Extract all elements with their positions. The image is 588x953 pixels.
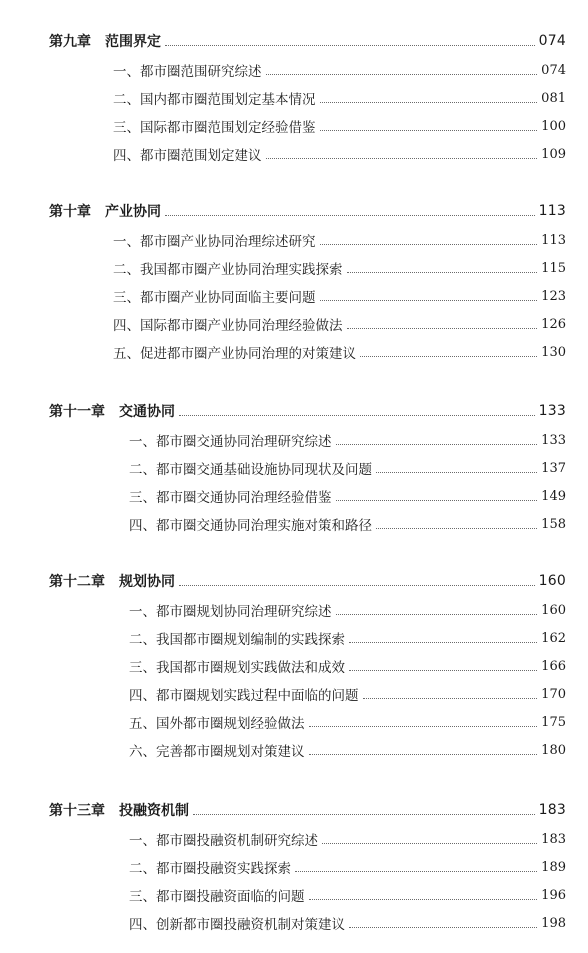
dot-leader: [336, 444, 538, 445]
dot-leader: [376, 472, 537, 473]
section-page-number: 180: [541, 742, 566, 758]
chapter-number: 第十二章: [49, 574, 105, 590]
section-page-number: 170: [541, 686, 566, 702]
section-title: 二、我国都市圈规划编制的实践探索: [129, 632, 345, 648]
section-page-number: 196: [541, 887, 566, 903]
section-page-number: 100: [541, 118, 566, 134]
section-page-number: 137: [541, 460, 566, 476]
section-page-number: 149: [541, 488, 566, 504]
section-title: 三、都市圈交通协同治理经验借鉴: [129, 490, 332, 506]
toc-chapter-10: [0, 196, 588, 366]
dot-leader: [349, 927, 537, 928]
dot-leader: [193, 814, 535, 815]
dot-leader: [349, 642, 537, 643]
section-title: 二、国内都市圈范围划定基本情况: [113, 92, 316, 108]
chapter-number: 第十一章: [49, 404, 105, 420]
chapter-title: 投融资机制: [119, 803, 189, 819]
section-entry[interactable]: [0, 624, 588, 652]
section-entry[interactable]: [0, 226, 588, 254]
section-title: 四、都市圈范围划定建议: [113, 148, 262, 164]
dot-leader: [320, 102, 538, 103]
section-page-number: 115: [541, 260, 566, 276]
dot-leader: [360, 356, 537, 357]
section-page-number: 113: [541, 232, 566, 248]
section-page-number: 158: [541, 516, 566, 532]
dot-leader: [347, 272, 538, 273]
dot-leader: [165, 45, 535, 46]
section-entry[interactable]: [0, 881, 588, 909]
section-entry[interactable]: [0, 454, 588, 482]
section-title: 二、我国都市圈产业协同治理实践探索: [113, 262, 343, 278]
section-entry[interactable]: [0, 909, 588, 937]
section-title: 一、都市圈规划协同治理研究综述: [129, 604, 332, 620]
section-title: 一、都市圈投融资机制研究综述: [129, 833, 318, 849]
chapter-number: 第九章: [49, 34, 91, 50]
section-title: 一、都市圈范围研究综述: [113, 64, 262, 80]
section-page-number: 160: [541, 602, 566, 618]
section-page-number: 198: [541, 915, 566, 931]
section-entry[interactable]: [0, 708, 588, 736]
section-title: 五、促进都市圈产业协同治理的对策建议: [113, 346, 356, 362]
chapter-heading[interactable]: [0, 26, 588, 56]
section-page-number: 162: [541, 630, 566, 646]
chapter-title: 交通协同: [119, 404, 175, 420]
section-entry[interactable]: [0, 310, 588, 338]
section-page-number: 183: [541, 831, 566, 847]
section-entry[interactable]: [0, 825, 588, 853]
dot-leader: [309, 899, 538, 900]
section-entry[interactable]: [0, 112, 588, 140]
dot-leader: [336, 614, 538, 615]
chapter-title: 范围界定: [105, 34, 161, 50]
dot-leader: [336, 500, 538, 501]
chapter-number: 第十章: [49, 204, 91, 220]
dot-leader: [266, 74, 538, 75]
section-page-number: 109: [541, 146, 566, 162]
section-entry[interactable]: [0, 510, 588, 538]
dot-leader: [295, 871, 537, 872]
dot-leader: [309, 726, 538, 727]
section-page-number: 123: [541, 288, 566, 304]
dot-leader: [266, 158, 538, 159]
dot-leader: [309, 754, 538, 755]
section-entry[interactable]: [0, 596, 588, 624]
dot-leader: [349, 670, 537, 671]
toc-chapter-9: [0, 26, 588, 168]
chapter-page-number: 160: [538, 573, 566, 589]
section-page-number: 130: [541, 344, 566, 360]
section-page-number: 074: [541, 62, 566, 78]
section-title: 三、国际都市圈范围划定经验借鉴: [113, 120, 316, 136]
dot-leader: [165, 215, 535, 216]
chapter-page-number: 133: [538, 403, 566, 419]
chapter-page-number: 183: [538, 802, 566, 818]
dot-leader: [347, 328, 538, 329]
dot-leader: [320, 244, 538, 245]
section-entry[interactable]: [0, 482, 588, 510]
dot-leader: [179, 585, 535, 586]
chapter-page-number: 074: [538, 33, 566, 49]
section-entry[interactable]: [0, 652, 588, 680]
section-entry[interactable]: [0, 140, 588, 168]
section-entry[interactable]: [0, 853, 588, 881]
dot-leader: [179, 415, 535, 416]
section-page-number: 189: [541, 859, 566, 875]
section-title: 四、都市圈规划实践过程中面临的问题: [129, 688, 359, 704]
section-title: 五、国外都市圈规划经验做法: [129, 716, 305, 732]
section-title: 二、都市圈投融资实践探索: [129, 861, 291, 877]
section-entry[interactable]: [0, 338, 588, 366]
dot-leader: [320, 300, 538, 301]
section-entry[interactable]: [0, 736, 588, 764]
chapter-heading[interactable]: [0, 196, 588, 226]
toc-chapter-13: [0, 795, 588, 937]
chapter-heading[interactable]: [0, 566, 588, 596]
section-title: 六、完善都市圈规划对策建议: [129, 744, 305, 760]
chapter-page-number: 113: [538, 203, 566, 219]
section-title: 四、创新都市圈投融资机制对策建议: [129, 917, 345, 933]
section-entry[interactable]: [0, 254, 588, 282]
chapter-heading[interactable]: [0, 795, 588, 825]
section-title: 四、国际都市圈产业协同治理经验做法: [113, 318, 343, 334]
dot-leader: [320, 130, 538, 131]
section-title: 二、都市圈交通基础设施协同现状及问题: [129, 462, 372, 478]
section-entry[interactable]: [0, 84, 588, 112]
dot-leader: [363, 698, 538, 699]
dot-leader: [322, 843, 537, 844]
toc-chapter-12: [0, 566, 588, 764]
chapter-title: 产业协同: [105, 204, 161, 220]
chapter-number: 第十三章: [49, 803, 105, 819]
section-title: 三、都市圈产业协同面临主要问题: [113, 290, 316, 306]
section-entry[interactable]: [0, 56, 588, 84]
section-entry[interactable]: [0, 426, 588, 454]
section-title: 三、都市圈投融资面临的问题: [129, 889, 305, 905]
section-page-number: 133: [541, 432, 566, 448]
section-page-number: 175: [541, 714, 566, 730]
section-page-number: 126: [541, 316, 566, 332]
chapter-heading[interactable]: [0, 396, 588, 426]
section-entry[interactable]: [0, 680, 588, 708]
section-title: 一、都市圈交通协同治理研究综述: [129, 434, 332, 450]
section-title: 四、都市圈交通协同治理实施对策和路径: [129, 518, 372, 534]
section-page-number: 081: [541, 90, 566, 106]
toc-chapter-11: [0, 396, 588, 538]
section-title: 三、我国都市圈规划实践做法和成效: [129, 660, 345, 676]
dot-leader: [376, 528, 537, 529]
chapter-title: 规划协同: [119, 574, 175, 590]
section-title: 一、都市圈产业协同治理综述研究: [113, 234, 316, 250]
section-page-number: 166: [541, 658, 566, 674]
section-entry[interactable]: [0, 282, 588, 310]
